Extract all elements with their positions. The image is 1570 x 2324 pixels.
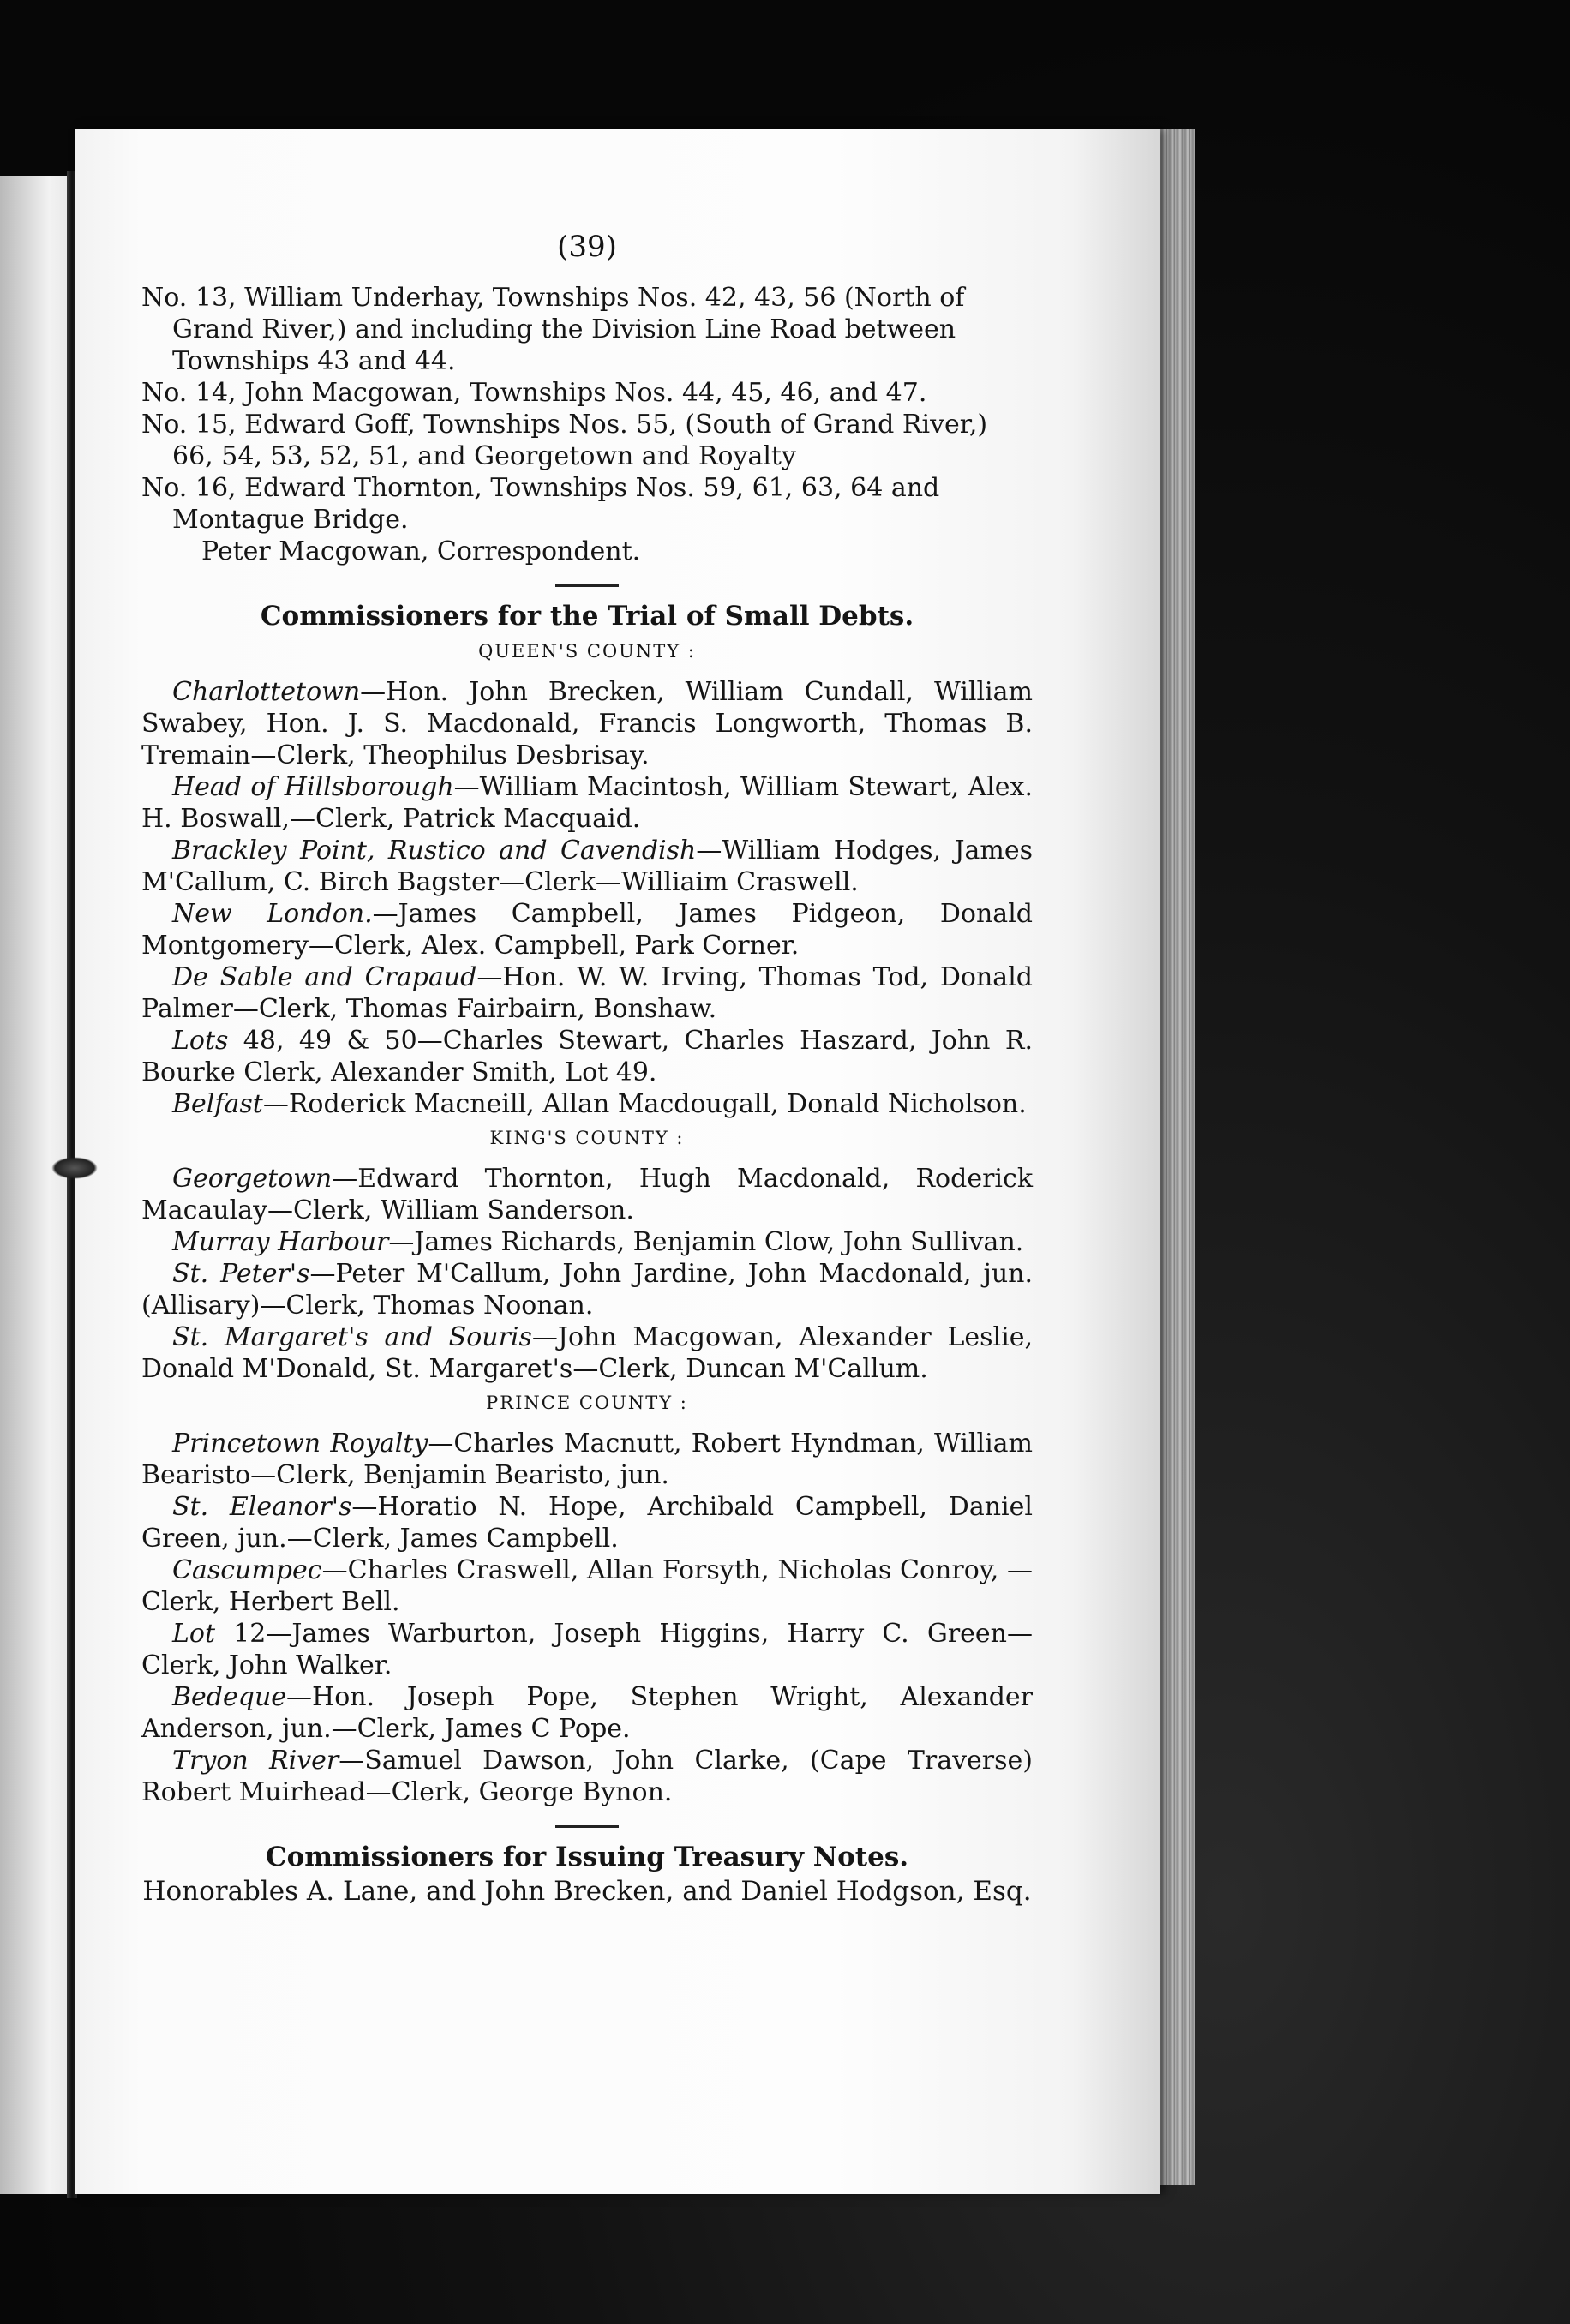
entry-text: —James Richards, Benjamin Clow, John Sullivan. [388, 1227, 1024, 1257]
place-name: Georgetown [172, 1164, 333, 1194]
county-label-queens: QUEEN'S COUNTY : [478, 641, 696, 662]
page-content [141, 231, 1033, 1908]
entry-text: —Hon. Joseph Pope, Stephen Wright, Alexander Anderson, jun.—Clerk, James C Pope. [141, 1682, 1033, 1744]
intro-entry: No. 13, William Underhay, Townships Nos. 42, 43, 56 (North of Grand River,) and including the Division Line Road between Townships 43 and 44. [141, 283, 965, 376]
entry-text: —Charles Macnutt, Robert Hyndman, William Bearisto—Clerk, Benjamin Bearisto, jun. [141, 1429, 1034, 1490]
place-name: Head of Hillsborough [172, 772, 454, 802]
intro-entry: No. 14, John Macgowan, Townships Nos. 44, 45, 46, and 47. [141, 378, 927, 408]
place-name: De Sable and Crapaud [172, 962, 477, 992]
page-number: (39) [557, 230, 617, 264]
section-heading-treasury: Commissioners for Issuing Treasury Notes. [265, 1842, 909, 1872]
entry-text: —William Hodges, James M'Callum, C. Birch Bagster—Clerk—Williaim Craswell. [141, 836, 1034, 897]
place-name: Charlottetown [172, 677, 361, 707]
section-divider [555, 1825, 619, 1828]
entry-text: —John Macgowan, Alexander Leslie, Donald M'Donald, St. Margaret's—Clerk, Duncan M'Callum. [141, 1322, 1033, 1384]
commission-entry [141, 1258, 1033, 1321]
place-name: Cascumpec [172, 1555, 322, 1585]
entry-text: —Hon. John Brecken, William Cundall, William Swabey, Hon. J. S. Macdonald, Francis Longworth, Thomas B. Tremain—Clerk, Theophilus Desbrisay. [141, 677, 1033, 770]
place-name: Lot [172, 1619, 216, 1649]
place-name: Tryon River [172, 1746, 339, 1776]
place-name: Belfast [172, 1089, 263, 1119]
intro-entry: No. 15, Edward Goff, Townships Nos. 55, (South of Grand River,) 66, 54, 53, 52, 51, and Georgetown and Royalty [141, 410, 988, 471]
place-name: Murray Harbour [172, 1227, 389, 1257]
place-name: Brackley Point, Rustico and Cavendish [172, 836, 697, 866]
commission-entry [141, 1618, 1033, 1681]
commission-entry [141, 1554, 1033, 1618]
commission-entry [141, 961, 1033, 1025]
entry-text: —Horatio N. Hope, Archibald Campbell, Daniel Green, jun.—Clerk, James Campbell. [141, 1492, 1033, 1554]
commission-entry [141, 1088, 1033, 1120]
place-name: New London. [172, 899, 373, 929]
commission-entry [141, 1321, 1033, 1385]
left-page-edge [0, 176, 70, 2194]
commission-entry [141, 1163, 1033, 1226]
place-name: St. Eleanor's [172, 1492, 352, 1522]
place-name: Bedeque [172, 1682, 287, 1712]
commission-entry [141, 835, 1033, 898]
section-heading-small-debts: Commissioners for the Trial of Small Debts. [260, 601, 914, 632]
entry-text: —Hon. W. W. Irving, Thomas Tod, Donald Palmer—Clerk, Thomas Fairbairn, Bonshaw. [141, 962, 1033, 1024]
entry-text: 12—James Warburton, Joseph Higgins, Harry C. Green—Clerk, John Walker. [141, 1619, 1033, 1680]
commission-entry [141, 676, 1033, 771]
commission-entry [141, 1681, 1033, 1745]
commission-entry [141, 1428, 1033, 1491]
correspondent-line: Peter Macgowan, Correspondent. [201, 536, 641, 566]
county-label-kings: KING'S COUNTY : [489, 1128, 685, 1148]
county-label-prince: PRINCE COUNTY : [486, 1393, 688, 1413]
section-divider [555, 584, 619, 587]
entry-text: —Roderick Macneill, Allan Macdougall, Donald Nicholson. [262, 1089, 1027, 1119]
entry-text: 48, 49 & 50—Charles Stewart, Charles Haszard, John R. Bourke Clerk, Alexander Smith, Lot 49. [141, 1026, 1033, 1087]
entry-text: —Peter M'Callum, John Jardine, John Macdonald, jun. (Allisary)—Clerk, Thomas Noonan. [141, 1259, 1033, 1321]
commission-entry [141, 1226, 1033, 1258]
place-name: St. Peter's [172, 1259, 310, 1289]
commission-entry [141, 1025, 1033, 1088]
place-name: St. Margaret's and Souris [172, 1322, 532, 1352]
intro-entry: No. 16, Edward Thornton, Townships Nos. 59, 61, 63, 64 and Montague Bridge. [141, 473, 940, 535]
commission-entry [141, 1745, 1033, 1808]
place-name: Princetown Royalty [172, 1429, 428, 1458]
place-name: Lots [172, 1026, 229, 1056]
binding-clasp [51, 1157, 98, 1179]
entry-text: —William Macintosh, William Stewart, Alex. H. Boswall,—Clerk, Patrick Macquaid. [141, 772, 1033, 834]
commission-entry [141, 771, 1033, 835]
entry-text: —Charles Craswell, Allan Forsyth, Nicholas Conroy, —Clerk, Herbert Bell. [141, 1555, 1033, 1617]
treasury-commissioners: Honorables A. Lane, and John Brecken, and Daniel Hodgson, Esq. [142, 1876, 1032, 1907]
entry-text: —Edward Thornton, Hugh Macdonald, Roderick Macaulay—Clerk, William Sanderson. [141, 1164, 1033, 1225]
entry-text: —Samuel Dawson, John Clarke, (Cape Traverse) Robert Muirhead—Clerk, George Bynon. [141, 1746, 1033, 1807]
commission-entry [141, 898, 1033, 961]
commission-entry [141, 1491, 1033, 1554]
entry-text: —James Campbell, James Pidgeon, Donald Montgomery—Clerk, Alex. Campbell, Park Corner. [141, 899, 1033, 961]
